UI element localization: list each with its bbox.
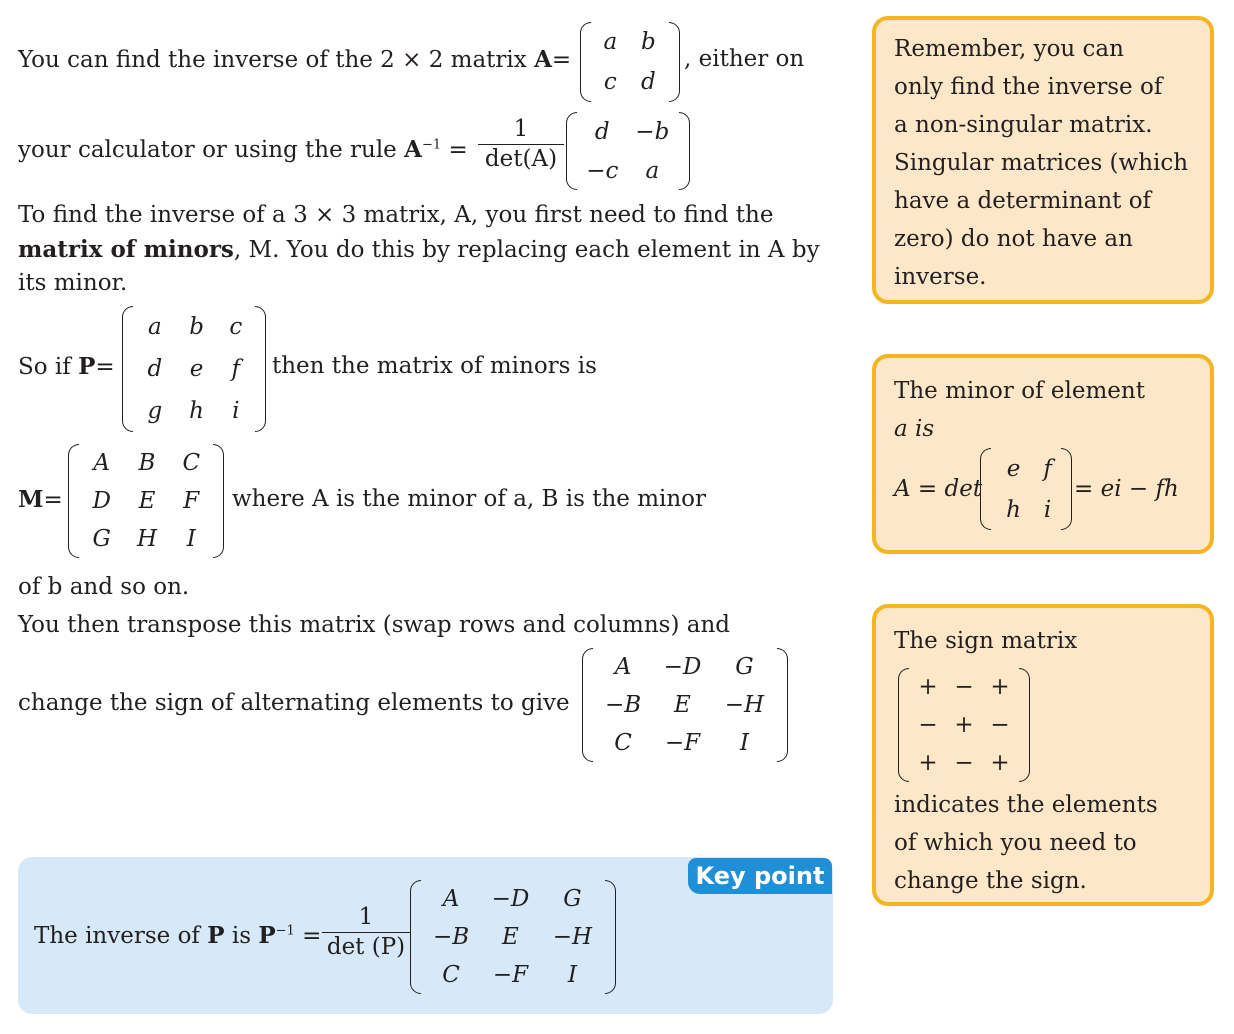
note2-matrix: e f h i bbox=[980, 448, 1072, 530]
note3-title: The sign matrix bbox=[894, 628, 1078, 654]
note3-line: change the sign. bbox=[894, 868, 1087, 894]
note-non-singular bbox=[872, 16, 1214, 304]
key-point-matrix: A −D G −B E −H C −F I bbox=[410, 880, 616, 994]
text-matrix-of-minors-is: then the matrix of minors is bbox=[272, 353, 597, 379]
note3-line: of which you need to bbox=[894, 830, 1137, 856]
text-where-A-is-minor: where A is the minor of a, B is the minor bbox=[232, 486, 707, 512]
matrix-P: a b c d e f g h i bbox=[122, 306, 266, 432]
note1-line: zero) do not have an bbox=[894, 226, 1133, 252]
note1-line: inverse. bbox=[894, 264, 987, 290]
text-of-b-and-so-on: of b and so on. bbox=[18, 574, 190, 600]
text-3x3-line3: its minor. bbox=[18, 270, 128, 296]
note1-line: have a determinant of bbox=[894, 188, 1152, 214]
note1-line: a non-singular matrix. bbox=[894, 112, 1153, 138]
fraction-one-over-detP: 1 det (P) bbox=[322, 904, 410, 960]
text-inverse-2x2-intro: You can find the inverse of the 2 × 2 matrix A= bbox=[18, 46, 572, 73]
key-point-text: The inverse of P is $P^{-1}$ = bbox=[34, 922, 322, 949]
text-change-sign: change the sign of alternating elements to give bbox=[18, 690, 570, 716]
note1-line: Singular matrices (which bbox=[894, 150, 1189, 176]
note1-line: only find the inverse of bbox=[894, 74, 1163, 100]
text-M-equals: M= bbox=[18, 486, 63, 513]
text-3x3-line2: matrix of minors, M. You do this by replacing each element in A by bbox=[18, 236, 820, 263]
note1-line: Remember, you can bbox=[894, 36, 1124, 62]
note2-line1: The minor of element bbox=[894, 378, 1145, 404]
text-so-if-P: So if P= bbox=[18, 353, 115, 380]
matrix-adjugate-2x2: d −b −c a bbox=[566, 112, 690, 190]
fraction-one-over-detA: 1 det(A) bbox=[478, 116, 564, 172]
matrix-adjugate-3x3: A −D G −B E −H C −F I bbox=[582, 648, 788, 762]
note2-formula-post: = ei − fh bbox=[1074, 476, 1179, 502]
note2-formula-pre: A = det bbox=[894, 476, 983, 502]
text-3x3-line1: To find the inverse of a 3 × 3 matrix, A, you first need to find the bbox=[18, 202, 774, 228]
matrix-M: A B C D E F G H I bbox=[68, 444, 224, 558]
text-either-on: , either on bbox=[684, 46, 805, 72]
matrix-2x2: a b c d bbox=[580, 22, 680, 102]
note-sign-matrix bbox=[872, 604, 1214, 906]
note-minor-of-element bbox=[872, 354, 1214, 554]
key-point-tag: Key point bbox=[688, 858, 832, 894]
sign-matrix: + − + − + − + − + bbox=[898, 668, 1030, 782]
note3-line: indicates the elements bbox=[894, 792, 1158, 818]
text-inverse-rule: your calculator or using the rule $A^{-1}$ = bbox=[18, 136, 468, 163]
text-transpose: You then transpose this matrix (swap rows and columns) and bbox=[18, 612, 731, 638]
note2-line2: a is bbox=[894, 416, 935, 442]
